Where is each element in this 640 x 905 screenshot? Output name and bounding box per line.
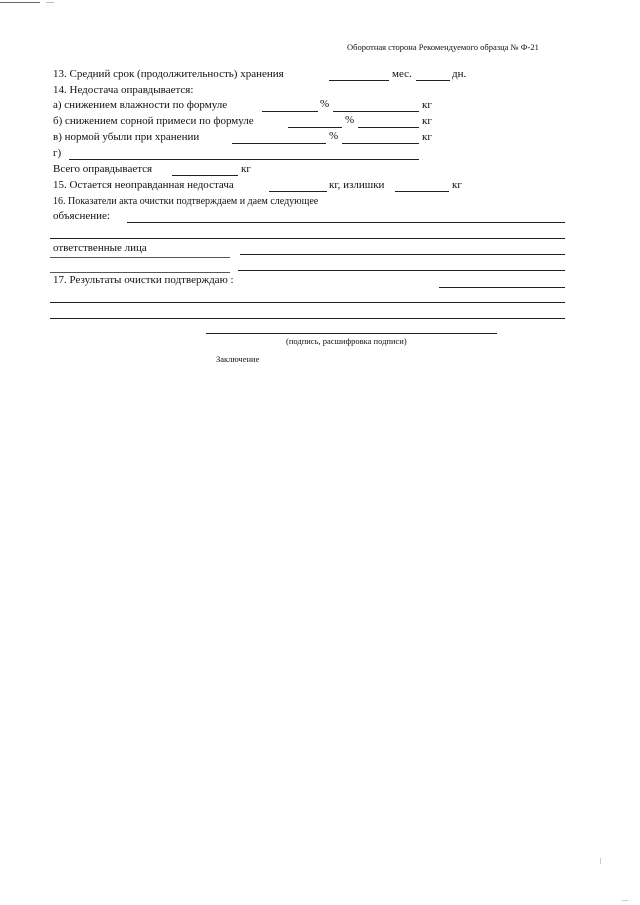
item14v-unit: кг [422, 131, 432, 143]
responsible-label: ответственные лица [53, 242, 147, 254]
item14v-percent: % [329, 130, 339, 142]
item17-top-rule [50, 272, 230, 273]
explanation-line-1[interactable] [127, 222, 565, 223]
responsible-line-1[interactable] [240, 254, 565, 255]
item17-label: 17. Результаты очистки подтверждаю : [53, 274, 234, 286]
item14-total-label: Всего оправдывается [53, 163, 153, 175]
item14a-value-field[interactable] [333, 111, 419, 112]
item13-label: 13. Средний срок (продолжительность) хранения [53, 68, 284, 80]
item14b-percent: % [345, 114, 355, 126]
item13-months-field[interactable] [329, 80, 389, 81]
item14v-formula-field[interactable] [232, 143, 326, 144]
scan-speck [622, 900, 628, 901]
explanation-line-2[interactable] [50, 238, 565, 239]
item14g-label: г) [53, 147, 62, 159]
item14b-value-field[interactable] [358, 127, 419, 128]
item14b-formula-field[interactable] [288, 127, 342, 128]
item13-days-unit: дн. [452, 68, 467, 80]
responsible-underline [50, 257, 230, 258]
item17-signature-field[interactable] [439, 287, 565, 288]
item14-label: 14. Недостача оправдывается: [53, 84, 194, 96]
scan-edge-mark [0, 2, 40, 3]
item14g-field[interactable] [69, 159, 419, 160]
responsible-line-2[interactable] [238, 270, 565, 271]
item14a-formula-field[interactable] [262, 111, 318, 112]
item14a-percent: % [320, 98, 330, 110]
item14v-value-field[interactable] [342, 143, 419, 144]
item15-surplus-field[interactable] [395, 191, 449, 192]
scan-speck [600, 858, 601, 864]
item14v-label: в) нормой убыли при хранении [53, 131, 200, 143]
item15-label: 15. Остается неоправданная недостача [53, 179, 234, 191]
item15-mid-label: кг, излишки [329, 179, 385, 191]
conclusion-label: Заключение [216, 354, 260, 364]
page-header-title: Оборотная сторона Рекомендуемого образца № Ф-21 [347, 42, 539, 52]
signature-caption: (подпись, расшифровка подписи) [286, 336, 407, 346]
item14-total-unit: кг [241, 163, 251, 175]
item14b-unit: кг [422, 115, 432, 127]
item15-shortage-field[interactable] [269, 191, 327, 192]
item16-label: 16. Показатели акта очистки подтверждаем и даем следующее [53, 196, 319, 207]
item13-days-field[interactable] [416, 80, 450, 81]
item14-total-field[interactable] [172, 175, 238, 176]
signature-line[interactable] [206, 333, 497, 334]
item13-months-unit: мес. [392, 68, 412, 80]
item16-explanation-label: объяснение: [53, 210, 110, 222]
item17-line-1[interactable] [50, 302, 565, 303]
item14b-label: б) снижением сорной примеси по формуле [53, 115, 254, 127]
item14a-label: а) снижением влажности по формуле [53, 99, 228, 111]
item14a-unit: кг [422, 99, 432, 111]
item17-line-2[interactable] [50, 318, 565, 319]
item15-unit: кг [452, 179, 462, 191]
scan-edge-mark [46, 2, 54, 3]
